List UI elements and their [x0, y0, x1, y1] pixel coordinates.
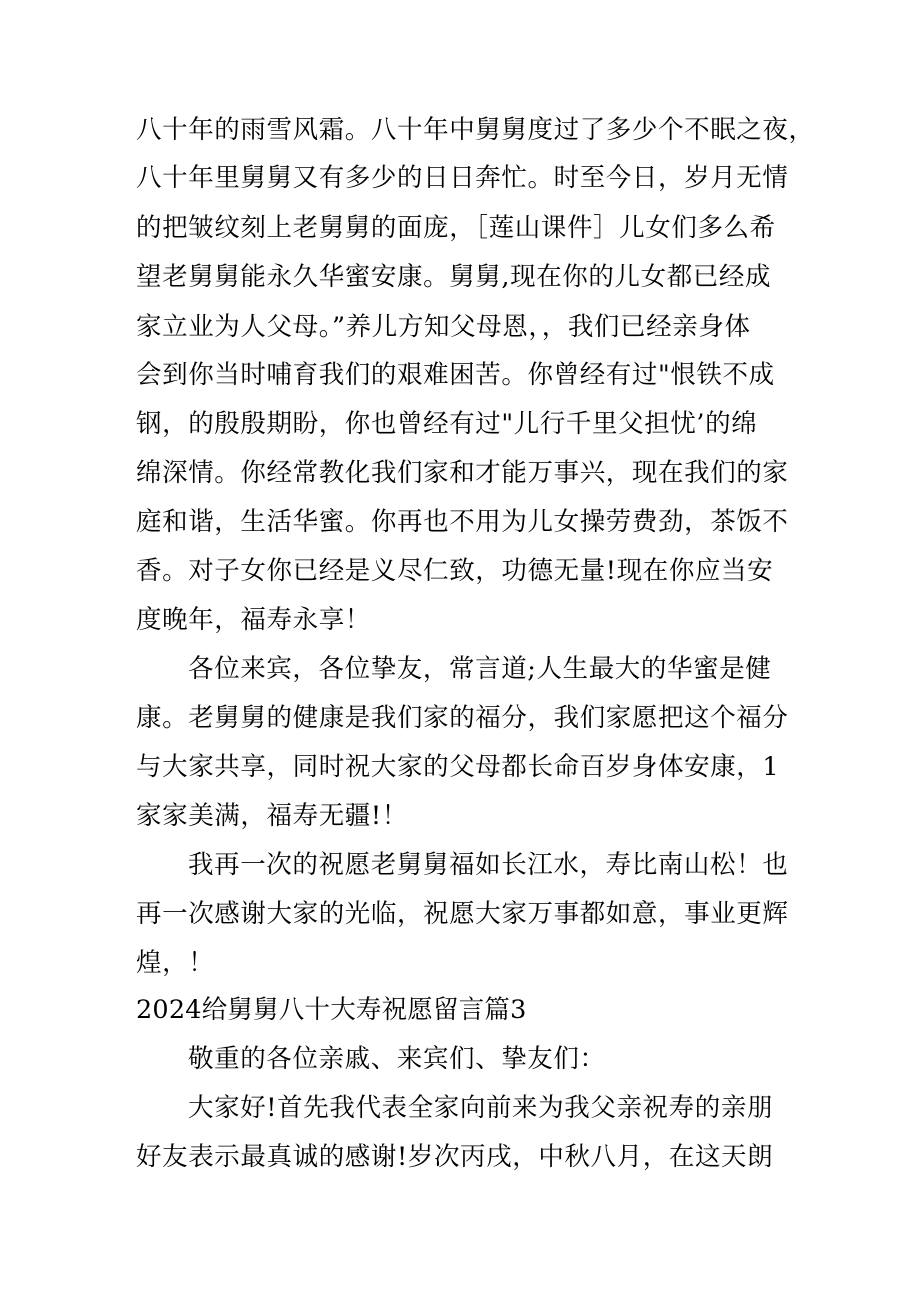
- paragraph-line: 大家好!首先我代表全家向前来为我父亲祝寿的亲朋: [188, 1093, 774, 1123]
- paragraph-line: 香。对子女你已经是义尽仁致，功德无量!现在你应当安: [136, 556, 774, 586]
- paragraph-line: 我再一次的祝愿老舅舅福如长江水，寿比南山松！也: [188, 850, 789, 880]
- paragraph-line: 与大家共享，同时祝大家的父母都长命百岁身体安康，1: [136, 752, 780, 782]
- section-heading: 2024给舅舅八十大寿祝愿留言篇3: [136, 995, 527, 1025]
- paragraph-line: 钢，的殷殷期盼，你也曾经有过"儿行千里父担忧’的绵: [136, 409, 758, 439]
- paragraph-line: 绵深情。你经常教化我们家和才能万事兴，现在我们的家: [136, 458, 789, 488]
- paragraph-line: 各位来宾，各位挚友，常言道;人生最大的华蜜是健: [188, 654, 772, 684]
- paragraph-line: 家家美满，福寿无疆!！: [136, 801, 408, 831]
- paragraph-line: 庭和谐，生活华蜜。你再也不用为儿女操劳费劲，茶饭不: [136, 507, 789, 537]
- paragraph-line: 会到你当时哺育我们的艰难困苦。你曾经有过"恨铁不成: [136, 360, 775, 390]
- paragraph-line: 家立业为人父母。”养儿方知父母恩，，我们已经亲身体: [136, 312, 751, 342]
- paragraph-line: 好友表示最真诚的感谢!岁次丙戌，中秋八月，在这天朗: [136, 1142, 774, 1172]
- salutation: 敬重的各位亲戚、来宾们、挚友们：: [188, 1044, 606, 1074]
- paragraph-line: 康。老舅舅的健康是我们家的福分，我们家愿把这个福分: [136, 703, 789, 733]
- paragraph-line: 望老舅舅能永久华蜜安康。舅舅,现在你的儿女都已经成: [136, 262, 772, 292]
- paragraph-line: 八十年里舅舅又有多少的日日奔忙。时至今日，岁月无情: [136, 163, 789, 193]
- paragraph-line: 再一次感谢大家的光临，祝愿大家万事都如意，事业更辉: [136, 899, 789, 929]
- paragraph-line: 度晚年，福寿永享！: [136, 605, 371, 635]
- paragraph-line: 八十年的雨雪风霜。八十年中舅舅度过了多少个不眠之夜，: [136, 115, 815, 145]
- paragraph-line: 煌，！: [136, 948, 215, 978]
- paragraph-line: 的把皱纹刻上老舅舅的面庞，［莲山课件］儿女们多么希: [136, 213, 776, 243]
